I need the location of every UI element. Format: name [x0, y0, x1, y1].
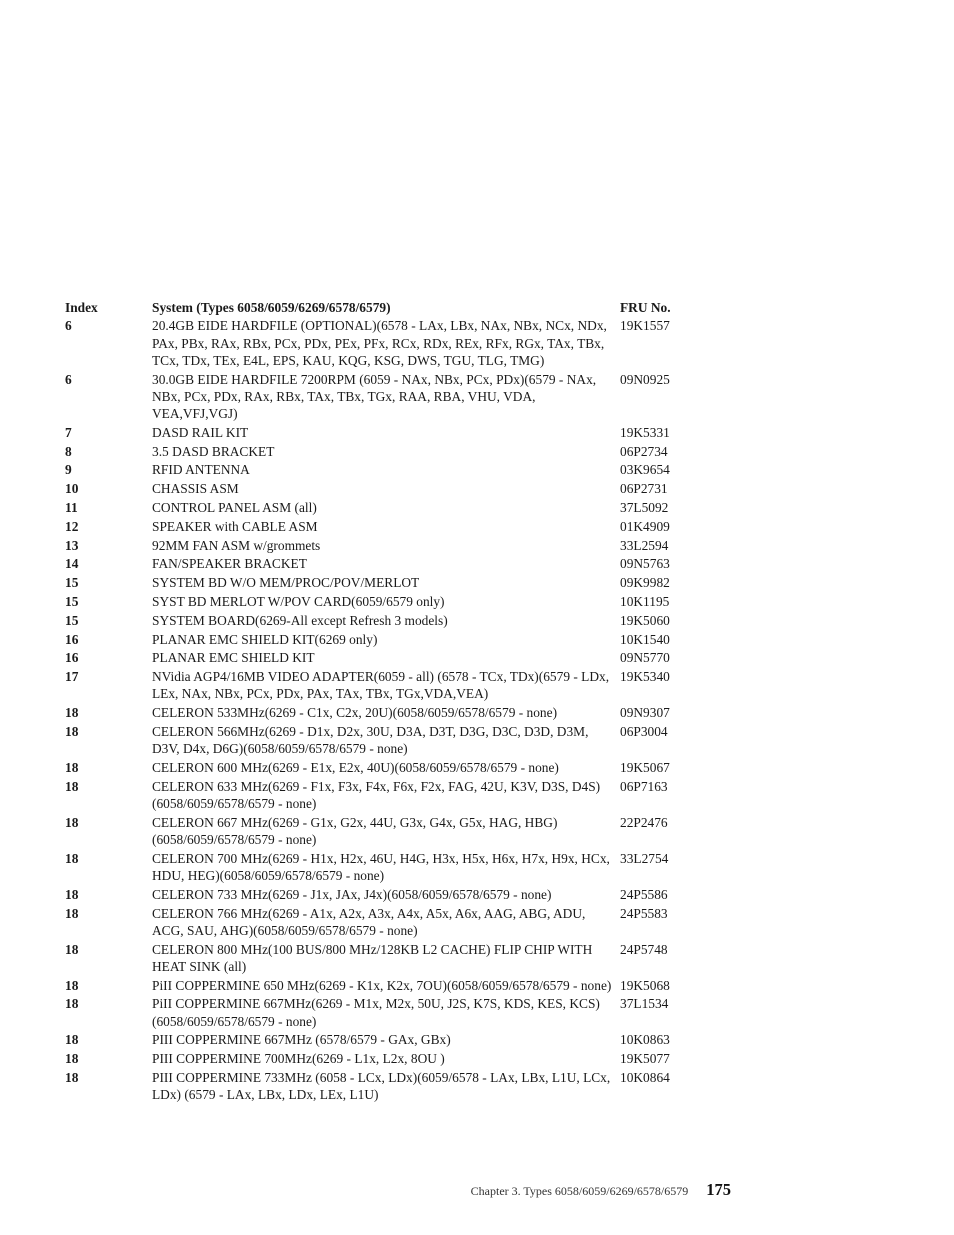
table-row [65, 371, 685, 424]
table-row [65, 518, 685, 537]
row-description: 3.5 DASD BRACKET [152, 443, 275, 459]
row-index: 9 [65, 462, 72, 478]
row-fru-number: 10K0863 [620, 1032, 670, 1048]
row-description: PIII COPPERMINE 733MHz (6058 - LCx, LDx)(6059/6578 - LAx, LBx, L1U, LCx, LDx) (6579 - LAx, LBx, LDx, LEx, L1U) [152, 1069, 611, 1103]
row-index: 18 [65, 850, 79, 866]
row-fru-number: 24P5583 [620, 905, 668, 921]
row-index: 11 [65, 499, 78, 515]
row-fru-number: 01K4909 [620, 518, 670, 534]
table-row [65, 317, 685, 370]
row-fru-number: 37L5092 [620, 499, 669, 515]
row-description: CELERON 566MHz(6269 - D1x, D2x, 30U, D3A, D3T, D3G, D3C, D3D, D3M, D3V, D4x, D6G)(6058/6059/6578/6579 - none) [152, 723, 589, 757]
row-index: 18 [65, 759, 79, 775]
row-index: 10 [65, 481, 79, 497]
table-row [65, 850, 685, 886]
row-description: CELERON 533MHz(6269 - C1x, C2x, 20U)(6058/6059/6578/6579 - none) [152, 705, 558, 721]
table-header-row [65, 299, 685, 317]
table-row [65, 668, 685, 704]
row-description: SYSTEM BD W/O MEM/PROC/POV/MERLOT [152, 575, 420, 591]
row-fru-number: 19K5331 [620, 424, 670, 440]
row-fru-number: 24P5586 [620, 886, 668, 902]
table-row [65, 886, 685, 905]
row-fru-number: 22P2476 [620, 814, 668, 830]
row-index: 18 [65, 1032, 79, 1048]
row-fru-number: 33L2594 [620, 537, 669, 553]
table-row [65, 759, 685, 778]
table-row [65, 649, 685, 668]
row-index: 15 [65, 575, 79, 591]
row-fru-number: 19K5060 [620, 612, 670, 628]
row-description: PiII COPPERMINE 650 MHz(6269 - K1x, K2x, 7OU)(6058/6059/6578/6579 - none) [152, 977, 612, 993]
table-body [65, 317, 685, 1105]
row-description: CONTROL PANEL ASM (all) [152, 499, 317, 515]
row-description: CELERON 800 MHz(100 BUS/800 MHz/128KB L2 CACHE) FLIP CHIP WITH HEAT SINK (all) [152, 941, 593, 974]
table-row [65, 941, 685, 977]
row-index: 18 [65, 1051, 79, 1067]
table-row [65, 593, 685, 612]
row-description: CELERON 733 MHz(6269 - J1x, JAx, J4x)(6058/6059/6578/6579 - none) [152, 886, 552, 902]
row-description: NVidia AGP4/16MB VIDEO ADAPTER(6059 - all) (6578 - TCx, TDx)(6579 - LDx, LEx, NAx, NBx, PCx, PDx, PAx, TAx, TBx, TGx,VDA,VEA) [152, 669, 610, 702]
row-index: 12 [65, 518, 79, 534]
row-fru-number: 06P2734 [620, 443, 668, 459]
row-index: 6 [65, 318, 72, 334]
table-row [65, 704, 685, 723]
table-row [65, 778, 685, 814]
table-row [65, 1050, 685, 1069]
row-description: CELERON 600 MHz(6269 - E1x, E2x, 40U)(6058/6059/6578/6579 - none) [152, 759, 559, 775]
row-fru-number: 06P3004 [620, 723, 668, 739]
row-fru-number: 19K5068 [620, 977, 670, 993]
row-fru-number: 10K1195 [620, 593, 670, 609]
table-row [65, 480, 685, 499]
row-fru-number: 09N0925 [620, 371, 670, 387]
row-description: RFID ANTENNA [152, 462, 250, 478]
row-index: 18 [65, 814, 79, 830]
table-row [65, 631, 685, 650]
table-row [65, 574, 685, 593]
table-row [65, 905, 685, 941]
table-row [65, 537, 685, 556]
row-index: 18 [65, 723, 79, 739]
row-fru-number: 10K0864 [620, 1069, 670, 1085]
header-fru: FRU No. [620, 300, 671, 315]
table-row [65, 1031, 685, 1050]
row-index: 18 [65, 977, 79, 993]
row-fru-number: 19K5067 [620, 759, 670, 775]
row-fru-number: 37L1534 [620, 996, 669, 1012]
header-system: System (Types 6058/6059/6269/6578/6579) [152, 300, 391, 315]
row-fru-number: 09N9307 [620, 705, 670, 721]
header-index: Index [65, 300, 98, 315]
row-description: SPEAKER with CABLE ASM [152, 518, 318, 534]
row-description: 92MM FAN ASM w/grommets [152, 537, 321, 553]
page-number: 175 [706, 1180, 731, 1199]
table-row [65, 814, 685, 850]
row-fru-number: 09N5763 [620, 556, 670, 572]
table-row [65, 499, 685, 518]
row-description: PLANAR EMC SHIELD KIT [152, 650, 315, 666]
row-fru-number: 06P2731 [620, 481, 668, 497]
row-fru-number: 24P5748 [620, 941, 668, 957]
row-fru-number: 09K9982 [620, 575, 670, 591]
row-description: DASD RAIL KIT [152, 424, 249, 440]
row-fru-number: 09N5770 [620, 650, 670, 666]
row-index: 13 [65, 537, 79, 553]
row-fru-number: 33L2754 [620, 850, 669, 866]
row-index: 6 [65, 371, 72, 387]
table-row [65, 443, 685, 462]
table-row [65, 995, 685, 1031]
fru-parts-table [65, 299, 685, 1105]
row-index: 15 [65, 612, 79, 628]
table-row [65, 461, 685, 480]
row-index: 7 [65, 424, 72, 440]
table-row [65, 424, 685, 443]
row-index: 14 [65, 556, 79, 572]
row-index: 17 [65, 669, 79, 685]
row-description: PLANAR EMC SHIELD KIT(6269 only) [152, 631, 378, 647]
row-description: SYSTEM BOARD(6269-All except Refresh 3 models) [152, 612, 448, 628]
row-fru-number: 19K1557 [620, 318, 670, 334]
table-row [65, 723, 685, 759]
row-index: 18 [65, 905, 79, 921]
row-description: PIII COPPERMINE 667MHz (6578/6579 - GAx, GBx) [152, 1032, 451, 1048]
row-fru-number: 06P7163 [620, 778, 668, 794]
row-fru-number: 03K9654 [620, 462, 670, 478]
row-description: PIII COPPERMINE 700MHz(6269 - L1x, L2x, 8OU ) [152, 1051, 445, 1067]
table-row [65, 1069, 685, 1105]
footer-chapter: Chapter 3. Types 6058/6059/6269/6578/6579 [470, 1184, 689, 1198]
row-index: 18 [65, 705, 79, 721]
row-description: CELERON 766 MHz(6269 - A1x, A2x, A3x, A4x, A5x, A6x, AAG, ABG, ADU, ACG, SAU, AHG)(6058/6059/6578/6579 - none) [152, 905, 586, 938]
row-fru-number: 10K1540 [620, 631, 670, 647]
row-index: 18 [65, 996, 79, 1012]
row-description: CELERON 667 MHz(6269 - G1x, G2x, 44U, G3x, G4x, G5x, HAG, HBG)(6058/6059/6578/6579 - none) [152, 814, 558, 847]
table-row [65, 555, 685, 574]
row-index: 18 [65, 886, 79, 902]
row-description: CELERON 700 MHz(6269 - H1x, H2x, 46U, H4G, H3x, H5x, H6x, H7x, H9x, HCx, HDU, HEG)(6058/6059/6578/6579 - none) [152, 850, 610, 883]
row-fru-number: 19K5340 [620, 669, 670, 685]
row-index: 18 [65, 1069, 79, 1085]
row-index: 16 [65, 631, 79, 647]
row-description: FAN/SPEAKER BRACKET [152, 556, 307, 572]
row-description: 20.4GB EIDE HARDFILE (OPTIONAL)(6578 - LAx, LBx, NAx, NBx, NCx, NDx, PAx, PBx, RAx, RBx, PCx, PDx, PEx, PFx, RCx, RDx, REx, RFx, RGx, TAx, TBx, TCx, TDx, TEx, E4L, EPS, KAU, KQG, KSG, DWS, TGU, TLG, TMG) [152, 318, 607, 368]
row-description: SYST BD MERLOT W/POV CARD(6059/6579 only) [152, 593, 445, 609]
row-description: PiII COPPERMINE 667MHz(6269 - M1x, M2x, 50U, J2S, K7S, KDS, KES, KCS)(6058/6059/6578/6579 - none) [152, 996, 600, 1029]
table-row [65, 977, 685, 996]
row-description: 30.0GB EIDE HARDFILE 7200RPM (6059 - NAx, NBx, PCx, PDx)(6579 - NAx, NBx, PCx, PDx, RAx, RBx, TAx, TBx, TGx, RAA, RBA, VHU, VDA, VEA,VFJ,VGJ) [152, 371, 597, 421]
row-index: 16 [65, 650, 79, 666]
table-row [65, 612, 685, 631]
page-footer [471, 1180, 731, 1200]
row-index: 18 [65, 941, 79, 957]
row-index: 8 [65, 443, 72, 459]
row-description: CHASSIS ASM [152, 481, 239, 497]
row-fru-number: 19K5077 [620, 1051, 670, 1067]
row-description: CELERON 633 MHz(6269 - F1x, F3x, F4x, F6x, F2x, FAG, 42U, K3V, D3S, D4S)(6058/6059/6578/6579 - none) [152, 778, 601, 811]
row-index: 15 [65, 593, 79, 609]
row-index: 18 [65, 778, 79, 794]
